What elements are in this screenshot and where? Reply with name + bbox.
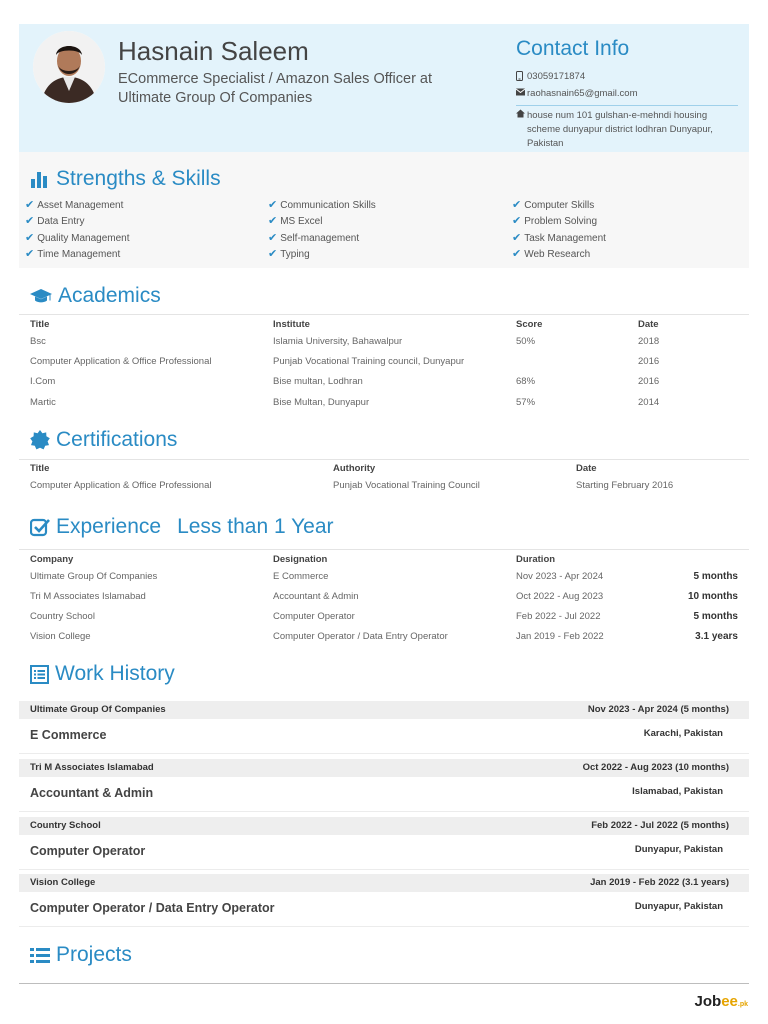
contact-email xyxy=(516,88,638,99)
academics-cell: 2016 xyxy=(638,356,660,367)
work-history-role: Computer Operator / Data Entry Operator xyxy=(30,901,275,915)
skills-title xyxy=(30,167,221,191)
home-icon xyxy=(516,109,527,121)
exp-cell: Jan 2019 - Feb 2022 xyxy=(516,631,604,642)
work-history-title xyxy=(30,662,175,686)
table-divider xyxy=(19,549,749,550)
table-divider xyxy=(19,314,749,315)
exp-duration-length: 10 months xyxy=(687,591,738,602)
skill-label: MS Excel xyxy=(280,216,323,227)
work-history-location: Islamabad, Pakistan xyxy=(632,786,723,797)
skill-item xyxy=(268,198,376,211)
avatar-photo-icon xyxy=(33,31,105,103)
check-icon: ✔ xyxy=(25,215,35,227)
academics-cell: 50% xyxy=(516,336,536,347)
contact-phone xyxy=(516,71,585,84)
exp-cell: Ultimate Group Of Companies xyxy=(30,571,158,582)
work-history-location: Dunyapur, Pakistan xyxy=(634,901,723,912)
check-icon: ✔ xyxy=(268,232,278,244)
projects-title-text: Projects xyxy=(56,943,132,966)
skill-label: Time Management xyxy=(37,249,121,260)
academics-header-cell: Score xyxy=(516,319,543,330)
work-history-company: Vision College xyxy=(30,877,96,888)
cert-cell: Punjab Vocational Training Council xyxy=(333,480,480,491)
check-icon: ✔ xyxy=(512,232,522,244)
exp-duration-length: 5 months xyxy=(693,611,738,622)
skill-item xyxy=(268,214,322,227)
exp-cell: Country School xyxy=(30,611,95,622)
contact-email-text[interactable]: raohasnain65@gmail.com xyxy=(527,88,638,99)
check-icon: ✔ xyxy=(512,199,522,211)
projects-title xyxy=(30,943,132,967)
contact-info-title: Contact Info xyxy=(516,37,630,60)
academics-cell: Bise Multan, Dunyapur xyxy=(273,397,370,408)
avatar xyxy=(33,31,105,103)
exp-cell: Feb 2022 - Jul 2022 xyxy=(516,611,601,622)
skill-item xyxy=(25,231,130,244)
exp-cell: Oct 2022 - Aug 2023 xyxy=(516,591,604,602)
table-divider xyxy=(19,459,749,460)
skill-label: Self-management xyxy=(280,233,360,244)
academics-title-text: Academics xyxy=(58,284,161,307)
work-history-date: Jan 2019 - Feb 2022 (3.1 years) xyxy=(590,877,729,888)
certifications-title-text: Certifications xyxy=(56,428,178,451)
check-icon: ✔ xyxy=(25,232,35,244)
work-history-role: Accountant & Admin xyxy=(30,786,154,800)
exp-cell: Computer Operator / Data Entry Operator xyxy=(273,631,448,642)
exp-header-cell: Designation xyxy=(273,554,328,565)
cert-cell: Starting February 2016 xyxy=(576,480,674,491)
skill-label: Communication Skills xyxy=(280,200,376,211)
work-history-bar xyxy=(19,874,749,892)
academics-cell: Punjab Vocational Training council, Dunyapur xyxy=(273,356,465,367)
jobee-logo[interactable] xyxy=(695,993,748,1010)
skill-label: Web Research xyxy=(524,249,591,260)
certifications-title xyxy=(30,428,177,452)
work-history-divider xyxy=(19,811,749,812)
academics-cell: 57% xyxy=(516,397,536,408)
exp-cell: Computer Operator xyxy=(273,611,355,622)
cert-header-cell: Authority xyxy=(333,463,376,474)
logo-text-a: Job xyxy=(694,993,722,1010)
logo-text-b: ee xyxy=(721,993,738,1010)
skill-item xyxy=(268,247,310,260)
skill-label: Asset Management xyxy=(37,200,124,211)
check-icon: ✔ xyxy=(268,248,278,260)
work-history-date: Nov 2023 - Apr 2024 (5 months) xyxy=(587,704,729,715)
list-alt-icon xyxy=(30,665,49,684)
exp-cell: Nov 2023 - Apr 2024 xyxy=(516,571,604,582)
work-history-company: Tri M Associates Islamabad xyxy=(30,762,154,773)
graduation-cap-icon xyxy=(30,288,52,304)
skill-item xyxy=(512,231,606,244)
work-history-divider xyxy=(19,926,749,927)
profile-header xyxy=(19,24,749,152)
academics-cell: Computer Application & Office Professional xyxy=(30,356,212,367)
work-history-role: Computer Operator xyxy=(30,844,146,858)
phone-icon xyxy=(516,71,527,84)
work-history-role: E Commerce xyxy=(30,728,107,742)
skill-item xyxy=(25,198,123,211)
certificate-badge-icon xyxy=(30,430,50,450)
check-icon: ✔ xyxy=(268,215,278,227)
envelope-icon xyxy=(516,88,527,99)
footer-divider xyxy=(19,983,749,984)
academics-cell: Martic xyxy=(30,397,56,408)
skill-item xyxy=(512,198,594,211)
check-icon: ✔ xyxy=(25,248,35,260)
check-icon: ✔ xyxy=(268,199,278,211)
experience-total: Less than 1 Year xyxy=(177,515,334,538)
work-history-company: Ultimate Group Of Companies xyxy=(30,704,166,715)
academics-header-cell: Date xyxy=(638,319,659,330)
skills-title-text: Strengths & Skills xyxy=(56,167,221,190)
work-history-divider xyxy=(19,869,749,870)
academics-cell: Bsc xyxy=(30,336,46,347)
profile-tagline: ECommerce Specialist / Amazon Sales Officer at Ultimate Group Of Companies xyxy=(118,71,433,106)
academics-header-cell: Title xyxy=(30,319,50,330)
bar-chart-icon xyxy=(30,170,50,188)
exp-cell: E Commerce xyxy=(273,571,329,582)
skill-item xyxy=(512,214,597,227)
logo-text-c: .pk xyxy=(737,1001,748,1008)
list-icon xyxy=(30,947,50,964)
experience-title-text: Experience xyxy=(56,515,162,538)
academics-cell: 2018 xyxy=(638,336,660,347)
exp-duration-length: 3.1 years xyxy=(695,631,738,642)
work-history-date: Feb 2022 - Jul 2022 (5 months) xyxy=(591,820,729,831)
check-icon: ✔ xyxy=(25,199,35,211)
experience-title xyxy=(30,515,334,539)
work-history-divider xyxy=(19,753,749,754)
contact-address-text: house num 101 gulshan-e-mehndi housing scheme dunyapur district lodhran Dunyapur, Pakistan xyxy=(527,110,713,149)
skill-label: Computer Skills xyxy=(524,200,595,211)
academics-cell: 68% xyxy=(516,376,536,387)
cert-header-cell: Date xyxy=(576,463,597,474)
skill-item xyxy=(512,247,590,260)
academics-header-cell: Institute xyxy=(273,319,310,330)
skill-item xyxy=(25,214,84,227)
work-history-bar xyxy=(19,701,749,719)
skill-item xyxy=(268,231,359,244)
work-history-location: Karachi, Pakistan xyxy=(643,728,723,739)
work-history-date: Oct 2022 - Aug 2023 (10 months) xyxy=(582,762,729,773)
academics-cell: Bise multan, Lodhran xyxy=(273,376,363,387)
work-history-bar xyxy=(19,817,749,835)
skill-label: Data Entry xyxy=(37,216,85,227)
exp-cell: Vision College xyxy=(30,631,91,642)
work-history-bar xyxy=(19,759,749,777)
skill-item xyxy=(25,247,120,260)
work-history-title-text: Work History xyxy=(55,662,175,685)
skill-label: Quality Management xyxy=(37,233,130,244)
exp-header-cell: Duration xyxy=(516,554,556,565)
check-icon: ✔ xyxy=(512,248,522,260)
academics-cell: 2014 xyxy=(638,397,660,408)
academics-cell: I.Com xyxy=(30,376,56,387)
exp-cell: Accountant & Admin xyxy=(273,591,359,602)
exp-duration-length: 5 months xyxy=(693,571,738,582)
checkbox-checked-icon xyxy=(30,517,50,537)
skill-label: Problem Solving xyxy=(524,216,598,227)
contact-address xyxy=(516,109,739,151)
cert-cell: Computer Application & Office Professional xyxy=(30,480,212,491)
check-icon: ✔ xyxy=(512,215,522,227)
skill-label: Task Management xyxy=(524,233,606,244)
academics-title xyxy=(30,284,161,308)
profile-name: Hasnain Saleem xyxy=(118,36,309,66)
academics-cell: 2016 xyxy=(638,376,660,387)
skill-label: Typing xyxy=(280,249,310,260)
cert-header-cell: Title xyxy=(30,463,50,474)
exp-cell: Tri M Associates Islamabad xyxy=(30,591,146,602)
contact-divider xyxy=(516,105,738,106)
academics-cell: Islamia University, Bahawalpur xyxy=(273,336,403,347)
contact-phone-text[interactable]: 03059171874 xyxy=(527,71,586,82)
work-history-company: Country School xyxy=(30,820,101,831)
work-history-location: Dunyapur, Pakistan xyxy=(634,844,723,855)
exp-header-cell: Company xyxy=(30,554,74,565)
